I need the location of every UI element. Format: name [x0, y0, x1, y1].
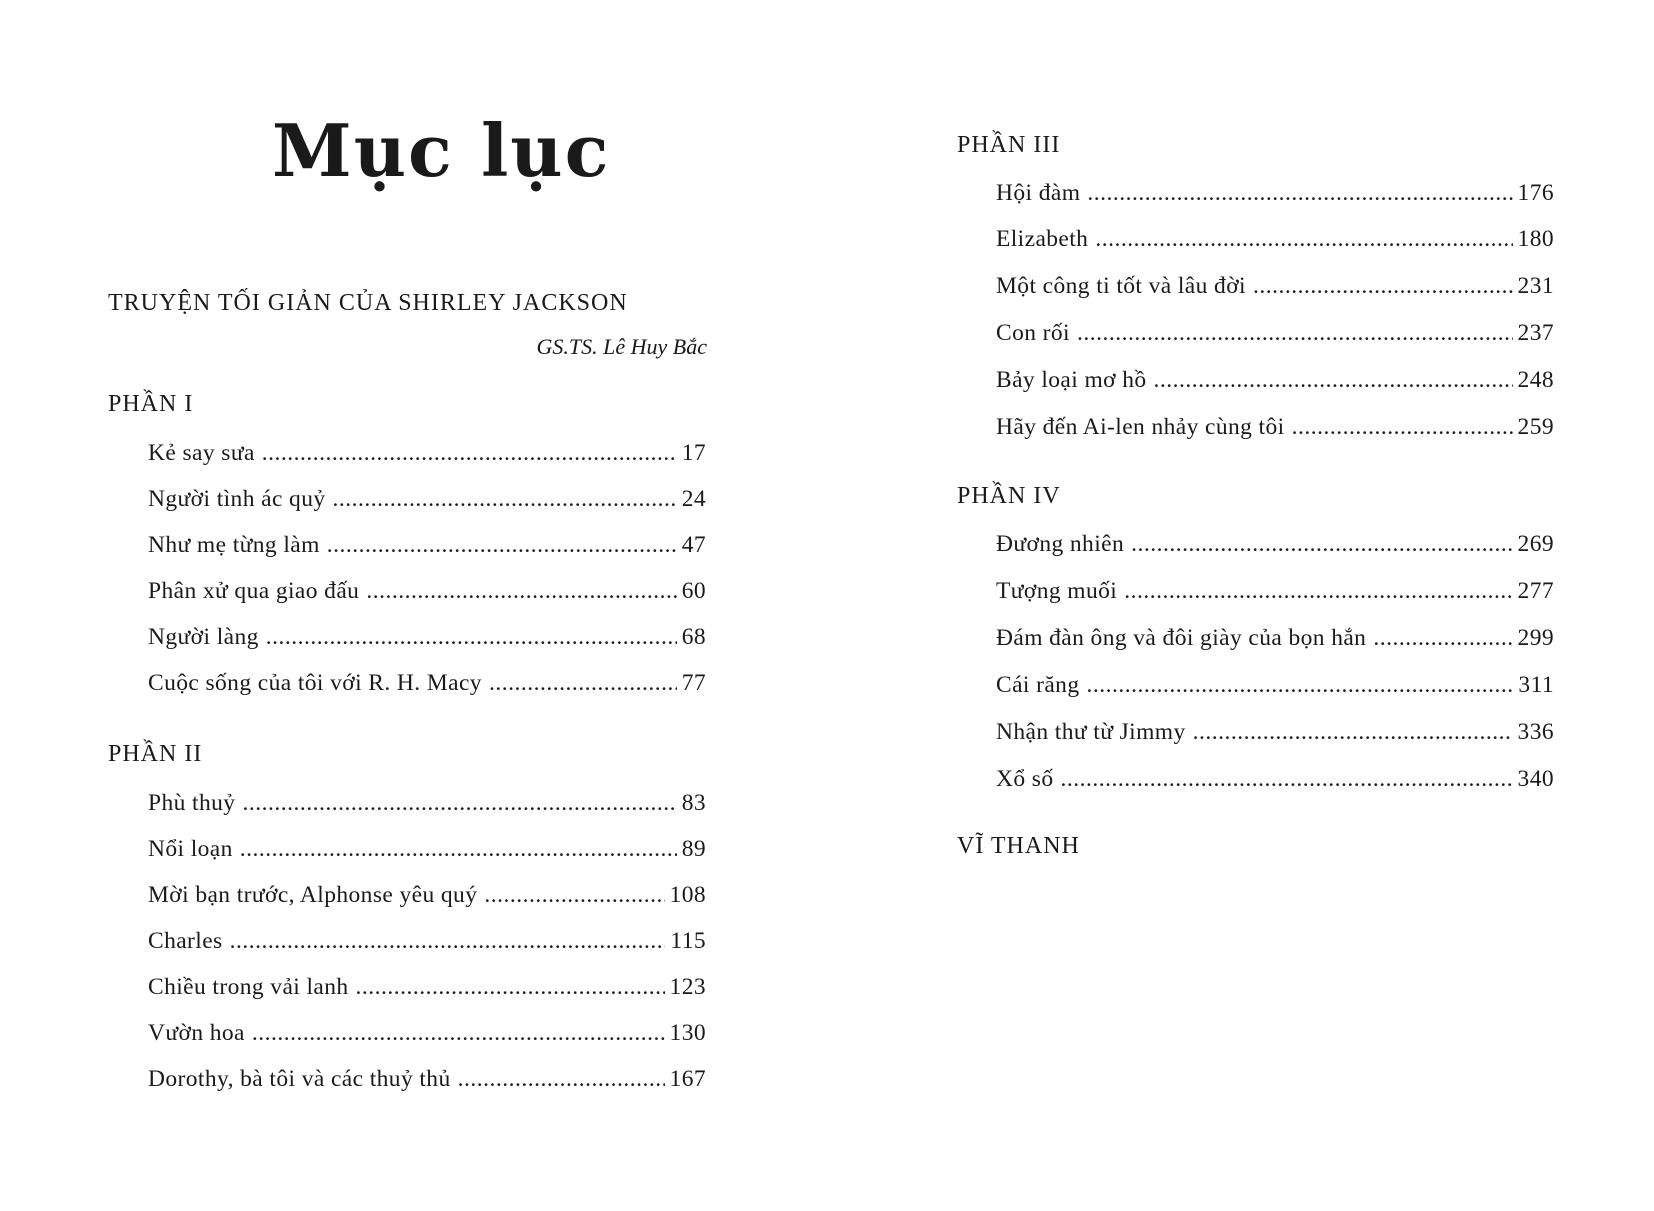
part-1-heading: PHẦN I	[108, 391, 194, 417]
epilogue-heading: VĨ THANH	[957, 833, 1080, 859]
entry-page: 130	[669, 1020, 706, 1046]
dot-leader	[458, 1066, 665, 1093]
entry-page: 17	[681, 440, 706, 466]
entry-title: Hãy đến Ai-len nhảy cùng tôi	[996, 414, 1285, 440]
toc-entry[interactable]	[148, 532, 706, 564]
dot-leader	[1253, 273, 1513, 300]
dot-leader	[1061, 766, 1513, 793]
entry-page: 47	[681, 532, 706, 558]
toc-entry[interactable]	[148, 1020, 706, 1052]
dot-leader	[1095, 226, 1512, 253]
entry-page: 83	[681, 790, 706, 816]
toc-entry[interactable]	[996, 180, 1554, 212]
toc-entry[interactable]	[996, 273, 1554, 305]
entry-title: Một công ti tốt và lâu đời	[996, 273, 1246, 299]
entry-page: 68	[681, 624, 706, 650]
entry-page: 115	[670, 928, 706, 954]
entry-page: 269	[1517, 531, 1554, 557]
toc-entry[interactable]	[996, 719, 1554, 751]
entry-title: Người làng	[148, 624, 259, 650]
toc-entry[interactable]	[148, 1066, 706, 1098]
dot-leader	[1086, 672, 1513, 699]
entry-page: 60	[681, 578, 706, 604]
toc-entry[interactable]	[148, 486, 706, 518]
entry-title: Đám đàn ông và đôi giày của bọn hắn	[996, 625, 1367, 651]
entry-page: 336	[1517, 719, 1554, 745]
entry-title: Kẻ say sưa	[148, 440, 255, 466]
entry-page: 277	[1517, 578, 1554, 604]
entry-title: Nổi loạn	[148, 836, 233, 862]
entry-page: 340	[1517, 766, 1554, 792]
toc-entry[interactable]	[148, 928, 706, 960]
entry-title: Chiều trong vải lanh	[148, 974, 349, 1000]
intro-author: GS.TS. Lê Huy Bắc	[536, 334, 707, 359]
entry-page: 237	[1517, 320, 1554, 346]
toc-entry[interactable]	[148, 440, 706, 472]
dot-leader	[1292, 414, 1513, 441]
entry-page: 311	[1518, 672, 1554, 698]
entry-page: 299	[1517, 625, 1554, 651]
entry-title: Người tình ác quỷ	[148, 486, 326, 512]
entry-page: 108	[669, 882, 706, 908]
dot-leader	[1373, 625, 1512, 652]
dot-leader	[262, 440, 677, 467]
entry-page: 24	[681, 486, 706, 512]
right-page	[827, 0, 1654, 1211]
dot-leader	[230, 928, 666, 955]
toc-entry[interactable]	[996, 531, 1554, 563]
entry-title: Con rối	[996, 320, 1070, 346]
dot-leader	[1154, 367, 1513, 394]
toc-entry[interactable]	[148, 578, 706, 610]
entry-title: Cuộc sống của tôi với R. H. Macy	[148, 670, 482, 696]
entry-title: Dorothy, bà tôi và các thuỷ thủ	[148, 1066, 451, 1092]
page-title: Mục lục	[272, 108, 611, 193]
toc-entry[interactable]	[148, 790, 706, 822]
entry-page: 180	[1517, 226, 1554, 252]
entry-title: Mời bạn trước, Alphonse yêu quý	[148, 882, 478, 908]
entry-title: Hội đàm	[996, 180, 1081, 206]
toc-entry[interactable]	[148, 836, 706, 868]
dot-leader	[1131, 531, 1512, 558]
entry-title: Nhận thư từ Jimmy	[996, 719, 1186, 745]
entry-page: 77	[681, 670, 706, 696]
entry-title: Cái răng	[996, 672, 1080, 698]
toc-entry[interactable]	[996, 367, 1554, 399]
part-4-heading: PHẦN IV	[957, 483, 1061, 509]
part-3-heading: PHẦN III	[957, 132, 1061, 158]
toc-entry[interactable]	[996, 414, 1554, 446]
dot-leader	[327, 532, 677, 559]
dot-leader	[1124, 578, 1512, 605]
entry-title: Như mẹ từng làm	[148, 532, 320, 558]
entry-page: 167	[669, 1066, 706, 1092]
part-2-heading: PHẦN II	[108, 741, 203, 767]
entry-page: 231	[1517, 273, 1554, 299]
dot-leader	[366, 578, 676, 605]
toc-entry[interactable]	[148, 974, 706, 1006]
dot-leader	[489, 670, 677, 697]
entry-title: Charles	[148, 928, 223, 954]
entry-page: 176	[1517, 180, 1554, 206]
entry-title: Bảy loại mơ hồ	[996, 367, 1147, 393]
entry-page: 259	[1517, 414, 1554, 440]
entry-title: Phù thuỷ	[148, 790, 236, 816]
entry-page: 89	[681, 836, 706, 862]
toc-entry[interactable]	[996, 226, 1554, 258]
entry-title: Vườn hoa	[148, 1020, 245, 1046]
toc-entry[interactable]	[996, 766, 1554, 798]
dot-leader	[333, 486, 677, 513]
dot-leader	[484, 882, 664, 909]
toc-entry[interactable]	[996, 320, 1554, 352]
entry-title: Elizabeth	[996, 226, 1089, 252]
toc-entry[interactable]	[148, 670, 706, 702]
toc-entry[interactable]	[996, 625, 1554, 657]
dot-leader	[1193, 719, 1513, 746]
entry-title: Tượng muối	[996, 578, 1118, 604]
dot-leader	[266, 624, 677, 651]
dot-leader	[356, 974, 665, 1001]
intro-heading: TRUYỆN TỐI GIẢN CỦA SHIRLEY JACKSON	[108, 290, 628, 316]
dot-leader	[252, 1020, 665, 1047]
dot-leader	[1087, 180, 1512, 207]
dot-leader	[242, 790, 676, 817]
toc-entry[interactable]	[996, 578, 1554, 610]
toc-entry[interactable]	[148, 882, 706, 914]
entry-title: Xổ số	[996, 766, 1054, 792]
entry-title: Phân xử qua giao đấu	[148, 578, 360, 604]
dot-leader	[1077, 320, 1513, 347]
toc-entry[interactable]	[996, 672, 1554, 704]
entry-page: 123	[669, 974, 706, 1000]
entry-page: 248	[1517, 367, 1554, 393]
entry-title: Đương nhiên	[996, 531, 1125, 557]
toc-entry[interactable]	[148, 624, 706, 656]
dot-leader	[240, 836, 677, 863]
